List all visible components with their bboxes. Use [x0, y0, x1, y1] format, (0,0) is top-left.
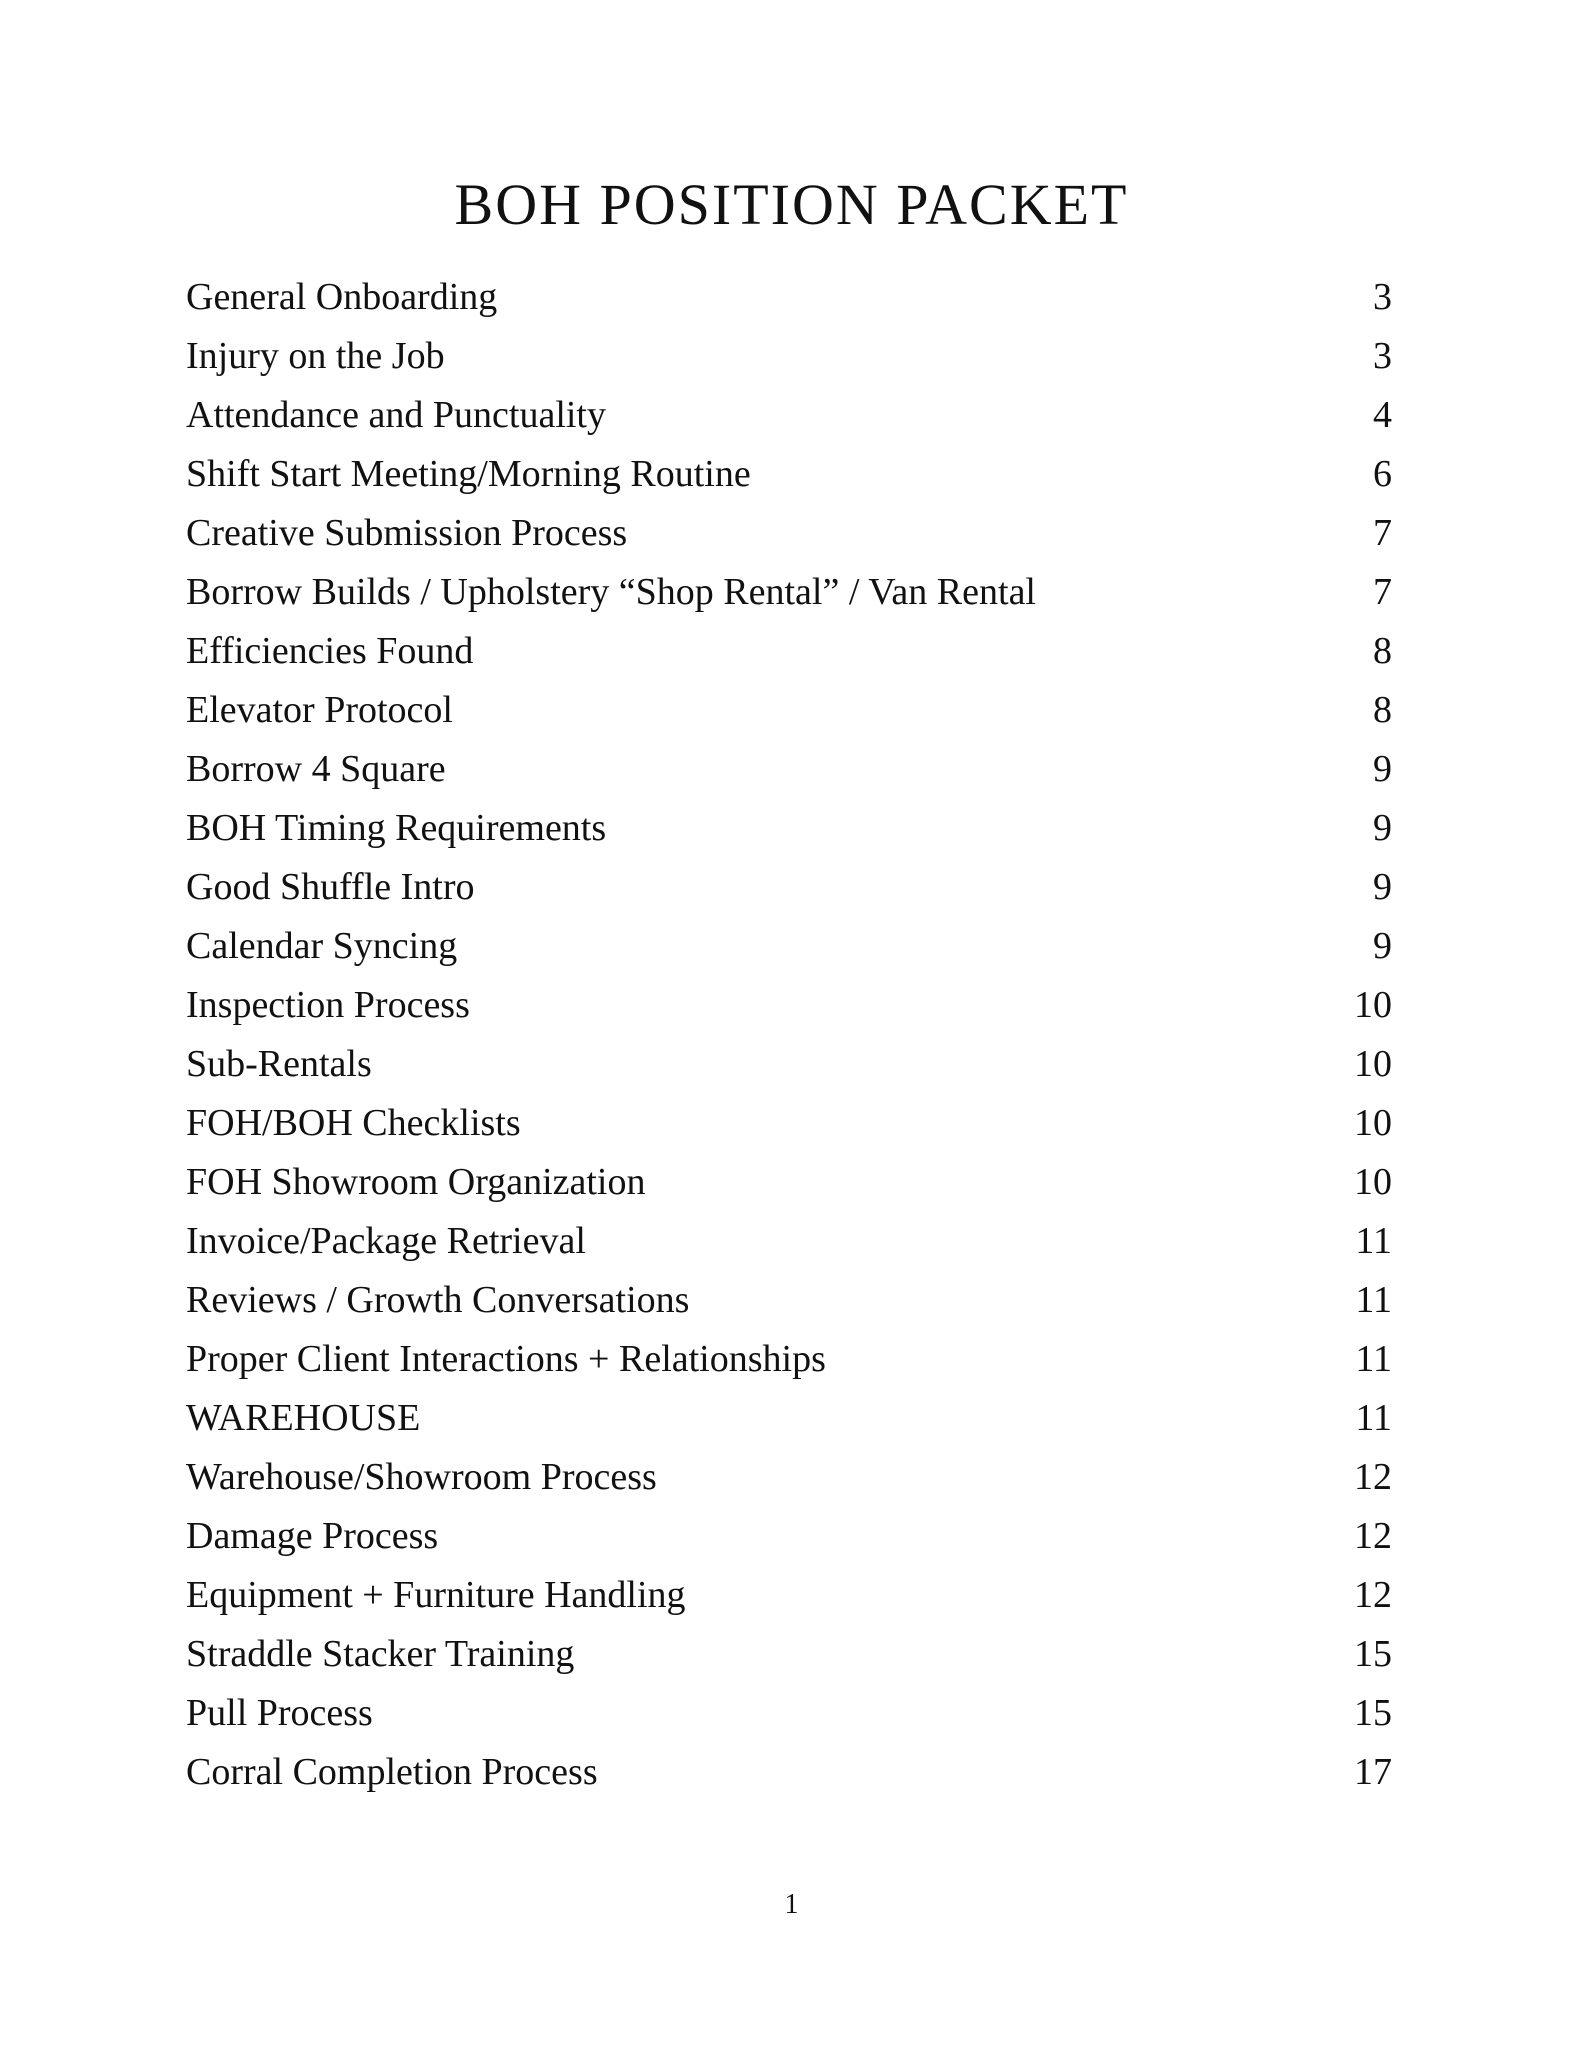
toc-entry-title: Reviews / Growth Conversations [186, 1279, 690, 1321]
toc-entry-page: 8 [1373, 630, 1392, 672]
toc-entry-title: Straddle Stacker Training [186, 1633, 575, 1675]
toc-entry [186, 799, 1392, 858]
toc-entry-page: 6 [1373, 453, 1392, 495]
toc-entry-title: Elevator Protocol [186, 689, 453, 731]
toc-entry [186, 976, 1392, 1035]
toc-entry-title: Borrow Builds / Upholstery “Shop Rental” / Van Rental [186, 571, 1036, 613]
page-number: 1 [784, 1889, 799, 1920]
toc-entry-page: 10 [1354, 1043, 1392, 1085]
toc-entry-page: 9 [1373, 748, 1392, 790]
toc-entry-title: WAREHOUSE [186, 1397, 421, 1439]
toc-entry-page: 11 [1355, 1338, 1392, 1380]
table-of-contents [186, 268, 1392, 1802]
toc-entry [186, 1389, 1392, 1448]
toc-entry [186, 858, 1392, 917]
toc-entry-title: General Onboarding [186, 276, 498, 318]
toc-entry-title: Corral Completion Process [186, 1751, 598, 1793]
toc-entry-page: 3 [1373, 276, 1392, 318]
toc-entry-title: Sub-Rentals [186, 1043, 372, 1085]
toc-entry [186, 1153, 1392, 1212]
toc-entry-title: Warehouse/Showroom Process [186, 1456, 657, 1498]
toc-entry [186, 1448, 1392, 1507]
toc-entry-page: 11 [1355, 1279, 1392, 1321]
toc-entry [186, 445, 1392, 504]
toc-entry [186, 327, 1392, 386]
toc-entry-page: 8 [1373, 689, 1392, 731]
toc-entry-title: Efficiencies Found [186, 630, 474, 672]
toc-entry-page: 15 [1354, 1692, 1392, 1734]
toc-entry-page: 12 [1354, 1515, 1392, 1557]
toc-entry [186, 1212, 1392, 1271]
toc-entry-title: Injury on the Job [186, 335, 445, 377]
toc-entry-title: Calendar Syncing [186, 925, 458, 967]
toc-entry-page: 10 [1354, 984, 1392, 1026]
toc-entry-page: 3 [1373, 335, 1392, 377]
toc-entry-title: Invoice/Package Retrieval [186, 1220, 586, 1262]
toc-entry-title: FOH Showroom Organization [186, 1161, 646, 1203]
toc-entry [186, 917, 1392, 976]
toc-entry-page: 17 [1354, 1751, 1392, 1793]
toc-entry [186, 740, 1392, 799]
toc-entry-page: 10 [1354, 1161, 1392, 1203]
toc-entry [186, 1330, 1392, 1389]
toc-entry [186, 504, 1392, 563]
toc-entry-page: 9 [1373, 866, 1392, 908]
toc-entry-page: 4 [1373, 394, 1392, 436]
toc-entry-page: 11 [1355, 1220, 1392, 1262]
toc-entry [186, 622, 1392, 681]
toc-entry-title: BOH Timing Requirements [186, 807, 607, 849]
toc-entry [186, 386, 1392, 445]
toc-entry-page: 9 [1373, 807, 1392, 849]
page-title: BOH POSITION PACKET [454, 172, 1129, 237]
toc-entry-title: Damage Process [186, 1515, 439, 1557]
toc-entry [186, 1684, 1392, 1743]
toc-entry-page: 15 [1354, 1633, 1392, 1675]
toc-entry [186, 1743, 1392, 1802]
toc-entry-title: FOH/BOH Checklists [186, 1102, 521, 1144]
toc-entry-page: 12 [1354, 1574, 1392, 1616]
toc-entry-title: Attendance and Punctuality [186, 394, 606, 436]
toc-entry [186, 1035, 1392, 1094]
toc-entry [186, 681, 1392, 740]
toc-entry [186, 1566, 1392, 1625]
toc-entry-title: Proper Client Interactions + Relationships [186, 1338, 826, 1380]
toc-entry-title: Inspection Process [186, 984, 470, 1026]
toc-entry [186, 268, 1392, 327]
toc-entry [186, 563, 1392, 622]
toc-entry-title: Shift Start Meeting/Morning Routine [186, 453, 751, 495]
toc-entry-page: 11 [1355, 1397, 1392, 1439]
toc-entry [186, 1271, 1392, 1330]
toc-entry-title: Creative Submission Process [186, 512, 628, 554]
toc-entry-page: 9 [1373, 925, 1392, 967]
toc-entry-page: 12 [1354, 1456, 1392, 1498]
toc-entry-title: Pull Process [186, 1692, 373, 1734]
toc-entry-page: 10 [1354, 1102, 1392, 1144]
toc-entry-title: Borrow 4 Square [186, 748, 446, 790]
toc-entry [186, 1507, 1392, 1566]
toc-entry-title: Equipment + Furniture Handling [186, 1574, 686, 1616]
toc-entry [186, 1094, 1392, 1153]
toc-entry-title: Good Shuffle Intro [186, 866, 475, 908]
toc-entry-page: 7 [1373, 512, 1392, 554]
toc-entry [186, 1625, 1392, 1684]
toc-entry-page: 7 [1373, 571, 1392, 613]
